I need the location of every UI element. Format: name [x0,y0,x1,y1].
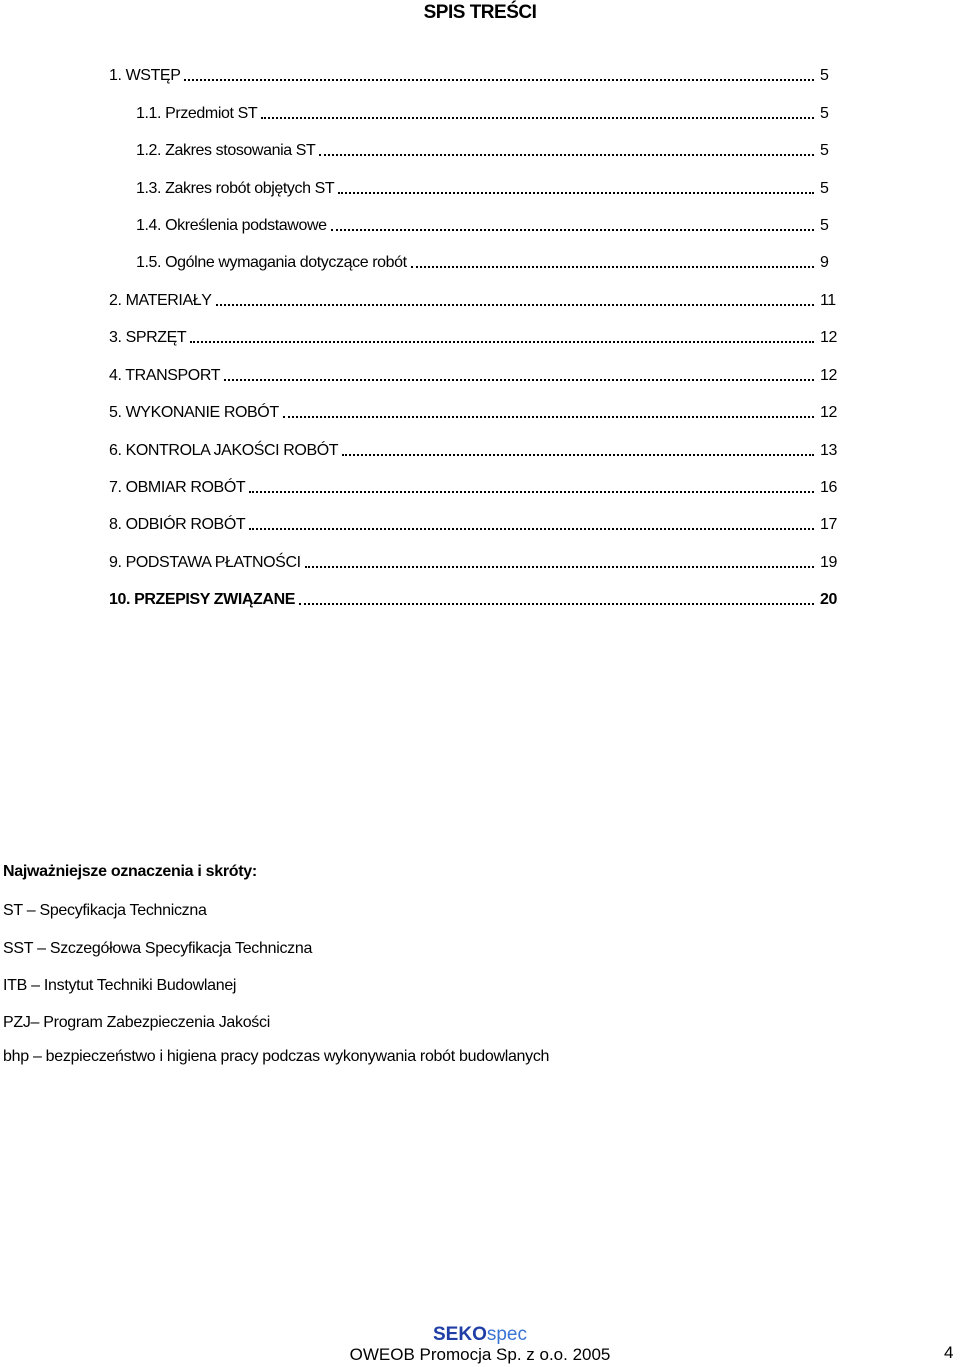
logo-seko: SEKO [433,1324,487,1345]
toc-entry-sprzet[interactable] [109,324,846,348]
toc-page-number: 20 [820,591,837,608]
toc-entry-okreslenia[interactable] [136,212,846,236]
toc-page-number: 5 [820,67,829,84]
toc-entry-label: 6. KONTROLA JAKOŚCI ROBÓT [109,442,339,459]
toc-page-number: 17 [820,516,837,533]
toc-leader [283,415,814,418]
toc-entry-materialy[interactable] [109,287,846,311]
page-number: 4 [944,1343,954,1362]
toc-leader [338,191,814,194]
toc-leader [261,116,814,119]
abbreviation-item: ITB – Instytut Techniki Budowlanej [3,977,237,994]
toc-entry-label: 1.5. Ogólne wymagania dotyczące robót [136,254,407,271]
toc-entry-transport[interactable] [109,362,846,386]
toc-page-number: 5 [820,217,829,234]
toc-page-number: 13 [820,442,837,459]
toc-leader [342,453,814,456]
toc-page-number: 9 [820,254,829,271]
toc-entry-podstawa[interactable] [109,549,846,573]
toc-entry-odbior[interactable] [109,511,846,535]
abbreviation-item: PZJ– Program Zabezpieczenia Jakości [3,1014,270,1031]
toc-leader [224,378,814,381]
toc-leader [184,78,814,81]
toc-leader [411,265,814,268]
toc-entry-label: 1.2. Zakres stosowania ST [136,142,316,159]
toc-entry-label: 3. SPRZĘT [109,329,187,346]
toc-entry-kontrola[interactable] [109,437,846,461]
toc-page-number: 5 [820,180,829,197]
toc-entry-label: 8. ODBIÓR ROBÓT [109,516,246,533]
toc-leader [216,303,815,306]
toc-entry-label: 9. PODSTAWA PŁATNOŚCI [109,554,301,571]
toc-entry-wykonanie[interactable] [109,399,846,423]
toc-entry-ogolne-wymagania[interactable] [136,249,846,273]
toc-entry-przedmiot[interactable] [136,100,846,124]
abbreviation-item: SST – Szczegółowa Specyfikacja Techniczna [3,940,313,957]
toc-leader [305,565,814,568]
toc-entry-wstep[interactable] [109,62,846,86]
toc-page-number: 5 [820,105,829,122]
toc-entry-label: 2. MATERIAŁY [109,292,212,309]
footer-logo [0,1324,960,1346]
toc-entry-label: 1.1. Przedmiot ST [136,105,258,122]
toc-entry-label: 7. OBMIAR ROBÓT [109,479,246,496]
toc-page-number: 12 [820,329,837,346]
toc-leader [249,490,814,493]
toc-leader [249,527,814,530]
logo-spec: spec [486,1324,527,1345]
toc-entry-label: 4. TRANSPORT [109,367,221,384]
abbreviation-item: ST – Specyfikacja Techniczna [3,902,207,919]
toc-leader [331,228,814,231]
toc-leader [299,602,814,605]
toc-entry-label: 1.3. Zakres robót objętych ST [136,180,335,197]
toc-leader [190,340,814,343]
toc-entry-zakres-stosowania[interactable] [136,137,846,161]
toc-entry-zakres-robot[interactable] [136,175,846,199]
toc-entry-label: 1.4. Określenia podstawowe [136,217,327,234]
toc-leader [319,153,814,156]
toc-page-number: 11 [820,292,836,309]
page-title: SPIS TREŚCI [423,2,537,23]
footer-company: OWEOB Promocja Sp. z o.o. 2005 [349,1345,611,1364]
toc-page-number: 5 [820,142,829,159]
abbreviations-heading: Najważniejsze oznaczenia i skróty: [3,863,257,880]
toc-entry-przepisy[interactable] [109,586,846,610]
toc-entry-label: 1. WSTĘP [109,67,181,84]
toc-page-number: 12 [820,367,837,384]
toc-entry-label: 5. WYKONANIE ROBÓT [109,404,279,421]
toc-page-number: 16 [820,479,837,496]
toc-entry-obmiar[interactable] [109,474,846,498]
toc-page-number: 19 [820,554,837,571]
abbreviation-item: bhp – bezpieczeństwo i higiena pracy podczas wykonywania robót budowlanych [3,1048,550,1065]
toc-entry-label: 10. PRZEPISY ZWIĄZANE [109,591,296,608]
toc-page-number: 12 [820,404,837,421]
